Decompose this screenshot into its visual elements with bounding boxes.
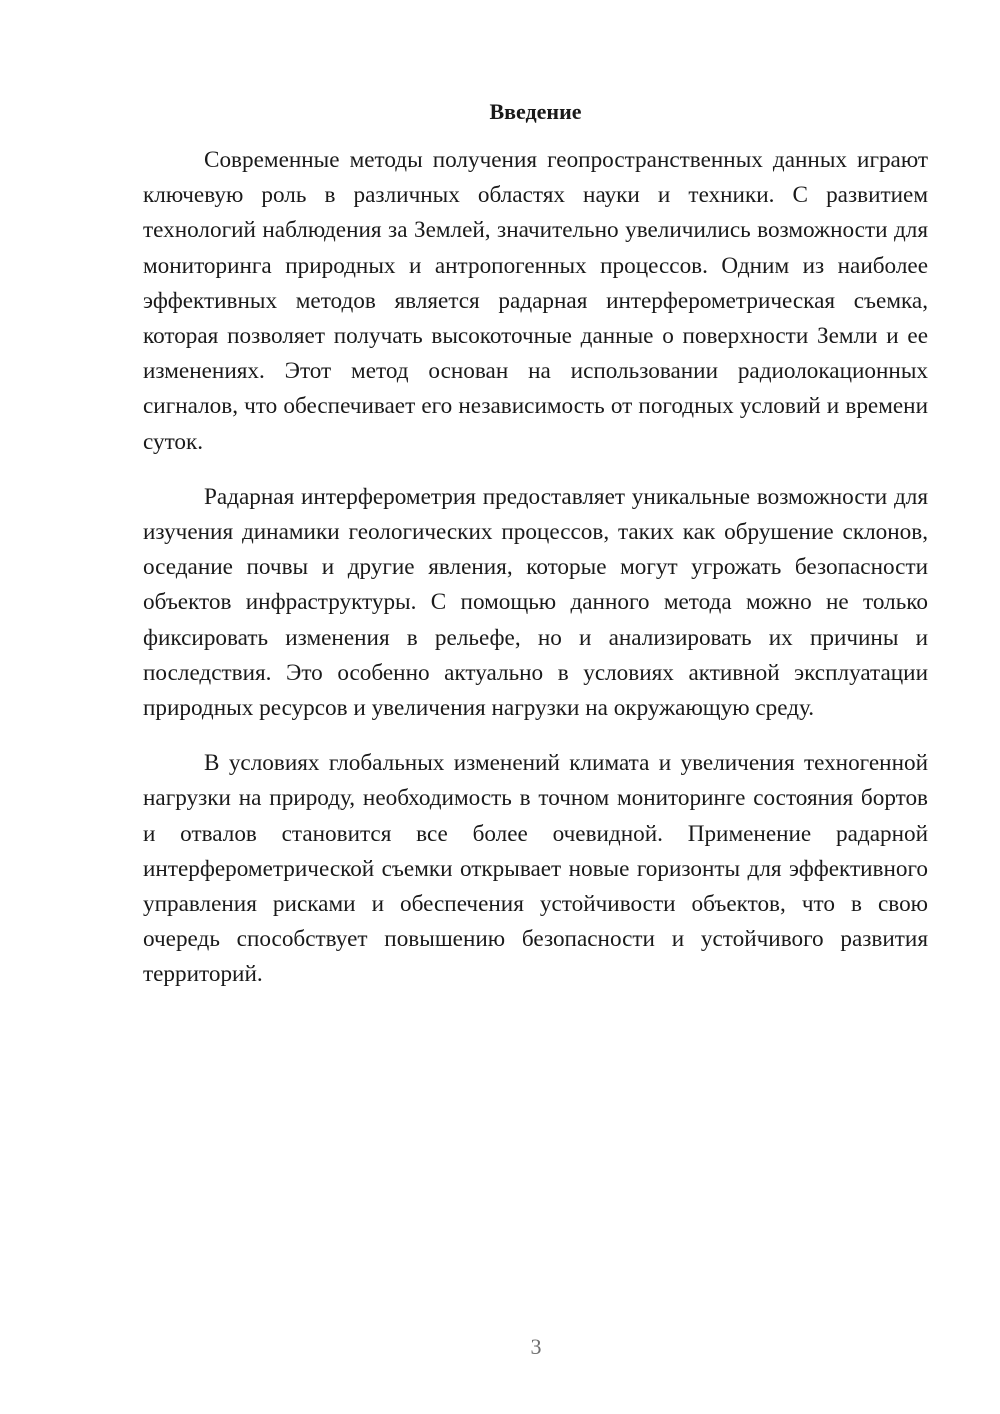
paragraph-1: Современные методы получения геопространственных данных играют ключевую роль в различных областях науки и техники. С развитием технологий наблюдения за Землей, значительно увеличились возможности для мониторинга природных и антропогенных процессов. Одним из наиболее эффективных методов является радарная интерферометрическая съемка, которая позволяет получать высокоточные данные о поверхности Земли и ее изменениях. Этот метод основан на использовании радиолокационных сигналов, что обеспечивает его независимость от погодных условий и времени суток. xyxy=(143,147,928,455)
body-text xyxy=(143,143,928,993)
paragraph-2: Радарная интерферометрия предоставляет уникальные возможности для изучения динамики геологических процессов, таких как обрушение склонов, оседание почвы и другие явления, которые могут угрожать безопасности объектов инфраструктуры. С помощью данного метода можно не только фиксировать изменения в рельефе, но и анализировать их причины и последствия. Это особенно актуально в условиях активной эксплуатации природных ресурсов и увеличения нагрузки на окружающую среду. xyxy=(143,483,928,722)
section-heading: Введение xyxy=(489,99,582,124)
paragraph-3: В условиях глобальных изменений климата и увеличения техногенной нагрузки на природу, необходимость в точном мониторинге состояния бортов и отвалов становится все более очевидной. Применение радарной интерферометрической съемки открывает новые горизонты для эффективного управления рисками и обеспечения устойчивости объектов, что в свою очередь способствует повышению безопасности и устойчивого развития территорий. xyxy=(143,750,928,988)
page-number: 3 xyxy=(530,1334,542,1359)
